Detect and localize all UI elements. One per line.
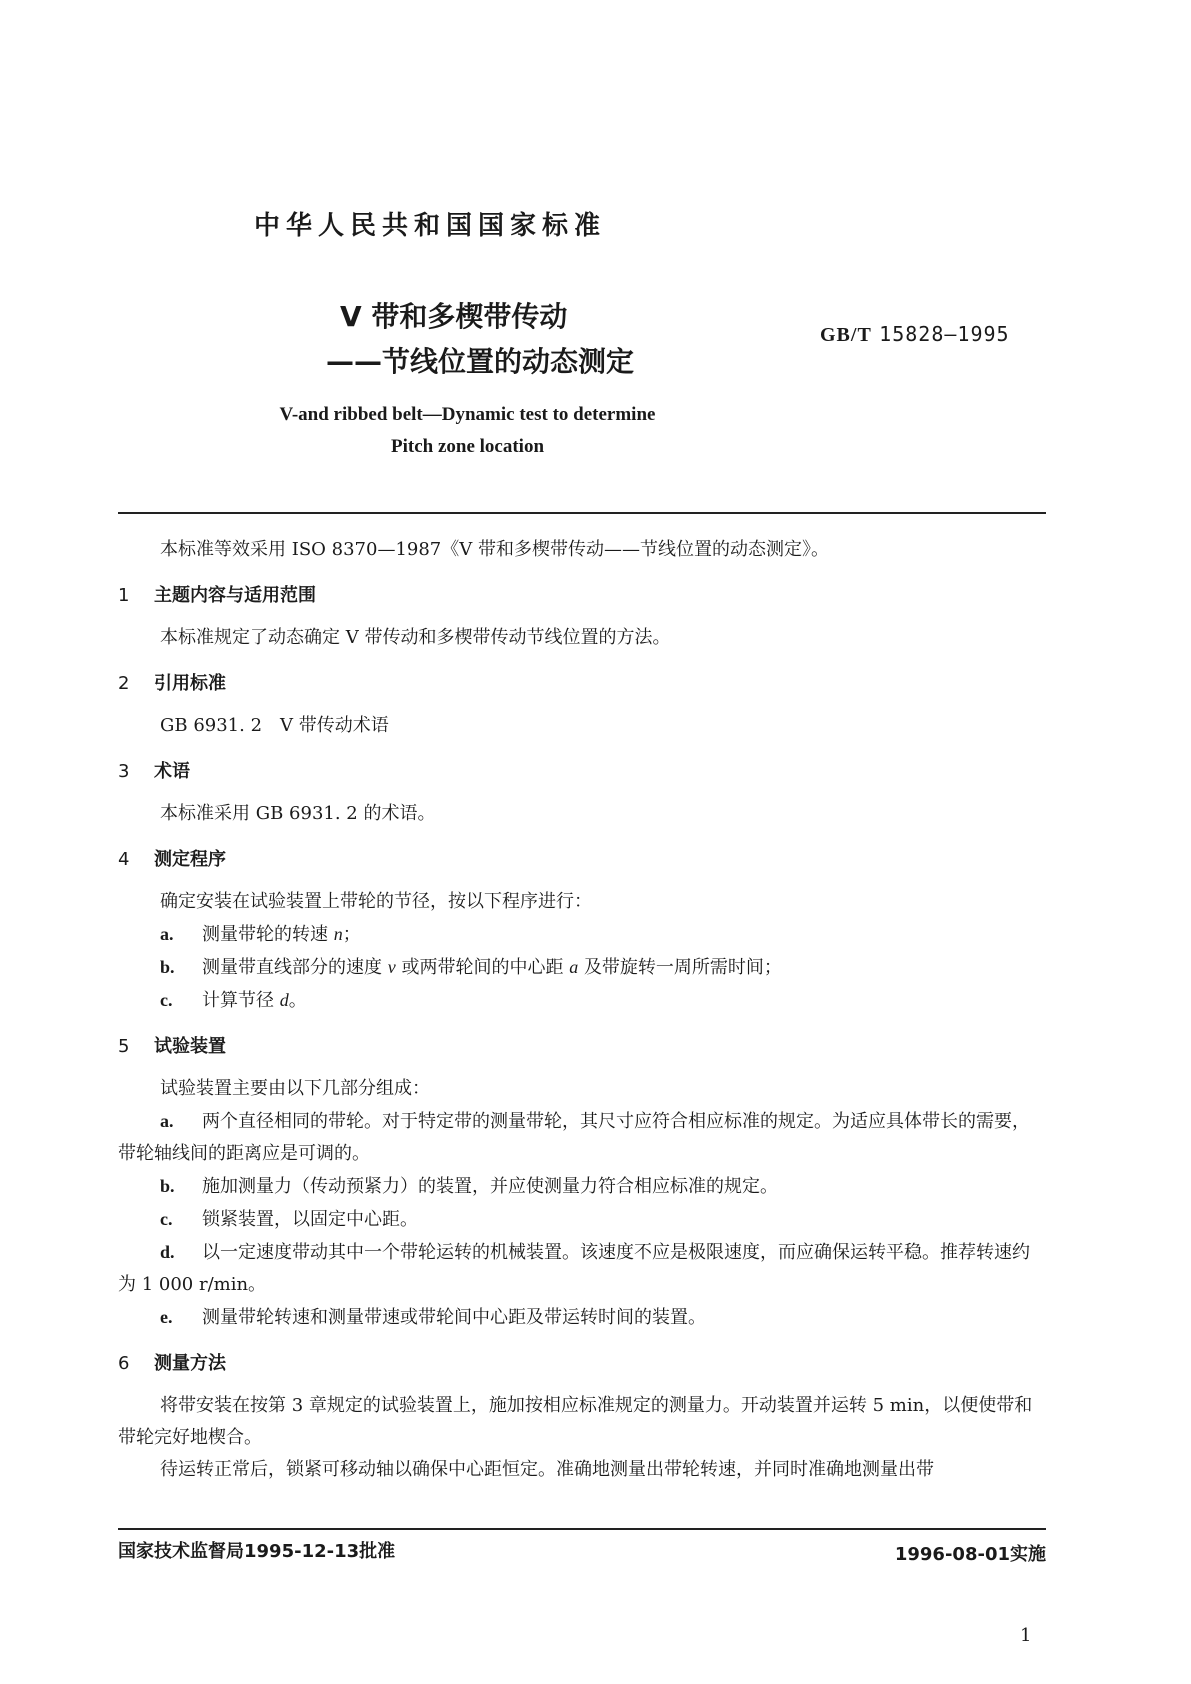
- page-number: 1: [1020, 1625, 1032, 1646]
- section-2-text: GB 6931. 2 V 带传动术语: [160, 715, 389, 736]
- item-label: a.: [160, 1111, 174, 1131]
- item-text: 以一定速度带动其中一个带轮运转的机械装置。该速度不应是极限速度，而应确保运转平稳。推荐转速约为 1 000 r/min。: [118, 1242, 1030, 1295]
- document-body: [118, 534, 1046, 1486]
- item-label: c.: [160, 990, 173, 1010]
- section-4-item-c: [118, 984, 1046, 1017]
- section-number: 5: [118, 1036, 130, 1057]
- standard-number: [820, 322, 1010, 347]
- approval-date: 国家技术监督局1995-12-13批准: [118, 1541, 396, 1562]
- standard-prefix: GB/T: [820, 324, 872, 346]
- item-text: 施加测量力（传动预紧力）的装置，并应使测量力符合相应标准的规定。: [202, 1176, 778, 1197]
- section-4-heading: [118, 844, 1046, 876]
- item-text: 及带旋转一周所需时间；: [583, 957, 782, 978]
- item-label: a.: [160, 924, 174, 944]
- item-text: 两个直径相同的带轮。对于特定带的测量带轮，其尺寸应符合相应标准的规定。为适应具体带长的需要，带轮轴线间的距离应是可调的。: [118, 1111, 1030, 1164]
- section-5-item-e: [118, 1301, 1046, 1334]
- item-label: e.: [160, 1307, 173, 1327]
- section-number: 1: [118, 585, 130, 606]
- section-title: 测定程序: [154, 849, 226, 870]
- section-1-text: 本标准规定了动态确定 V 带传动和多楔带传动节线位置的方法。: [160, 627, 671, 648]
- section-1-heading: [118, 580, 1046, 612]
- header-divider: [118, 512, 1046, 514]
- section-2-heading: [118, 668, 1046, 700]
- section-number: 4: [118, 849, 130, 870]
- variable-n: n: [333, 924, 343, 944]
- item-text: 测量带直线部分的速度: [202, 957, 382, 978]
- section-4-item-b: [118, 951, 1046, 984]
- item-text: 测量带轮的转速: [202, 924, 328, 945]
- section-6-paragraph-1: 将带安装在按第 3 章规定的试验装置上，施加按相应标准规定的测量力。开动装置并运转 5 min，以便使带和带轮完好地楔合。: [118, 1395, 1033, 1448]
- section-number: 6: [118, 1353, 130, 1374]
- section-title: 测量方法: [154, 1353, 226, 1374]
- item-label: b.: [160, 1176, 175, 1196]
- section-5-item-a: [118, 1105, 1046, 1170]
- item-label: b.: [160, 957, 175, 977]
- standard-title-en-line1: V-and ribbed belt—Dynamic test to determine: [279, 404, 656, 425]
- footer-divider: [118, 1528, 1046, 1530]
- section-title: 主题内容与适用范围: [154, 585, 316, 606]
- country-standard-title: 中华人民共和国国家标准: [253, 211, 606, 241]
- section-5-item-d: [118, 1236, 1046, 1301]
- section-number: 3: [118, 761, 130, 782]
- section-number: 2: [118, 673, 130, 694]
- implementation-date: 1996-08-01实施: [894, 1544, 1046, 1565]
- section-5-text: 试验装置主要由以下几部分组成：: [160, 1078, 430, 1099]
- section-6-paragraph-2: 待运转正常后，锁紧可移动轴以确保中心距恒定。准确地测量出带轮转速，并同时准确地测量出带: [160, 1459, 934, 1480]
- item-text: 测量带轮转速和测量带速或带轮间中心距及带运转时间的装置。: [202, 1307, 706, 1328]
- item-text: 锁紧装置，以固定中心距。: [202, 1209, 418, 1230]
- section-6-heading: [118, 1348, 1046, 1380]
- section-4-item-a: [118, 918, 1046, 951]
- item-label: d.: [160, 1242, 175, 1262]
- item-end: ；: [342, 924, 361, 945]
- variable-a: a: [569, 957, 579, 977]
- variable-d: d: [279, 990, 289, 1010]
- section-3-heading: [118, 756, 1046, 788]
- standard-title-cn-line1: V 带和多楔带传动: [340, 300, 568, 333]
- item-text: 或两带轮间的中心距: [401, 957, 564, 978]
- standard-title-en-line2: Pitch zone location: [390, 436, 545, 457]
- section-5-item-c: [118, 1203, 1046, 1236]
- item-end: 。: [288, 990, 307, 1011]
- item-text: 计算节径: [202, 990, 274, 1011]
- item-label: c.: [160, 1209, 173, 1229]
- section-title: 试验装置: [154, 1036, 226, 1057]
- section-5-item-b: [118, 1170, 1046, 1203]
- section-4-text: 确定安装在试验装置上带轮的节径，按以下程序进行：: [160, 891, 592, 912]
- standard-code: 15828—1995: [879, 322, 1010, 346]
- section-title: 引用标准: [154, 673, 226, 694]
- section-title: 术语: [154, 761, 190, 782]
- variable-v: v: [387, 957, 396, 977]
- standard-title-cn-line2: ——节线位置的动态测定: [326, 345, 635, 378]
- intro-paragraph: 本标准等效采用 ISO 8370—1987《V 带和多楔带传动——节线位置的动态测定》。: [160, 539, 829, 560]
- section-3-text: 本标准采用 GB 6931. 2 的术语。: [160, 803, 436, 824]
- section-5-heading: [118, 1031, 1046, 1063]
